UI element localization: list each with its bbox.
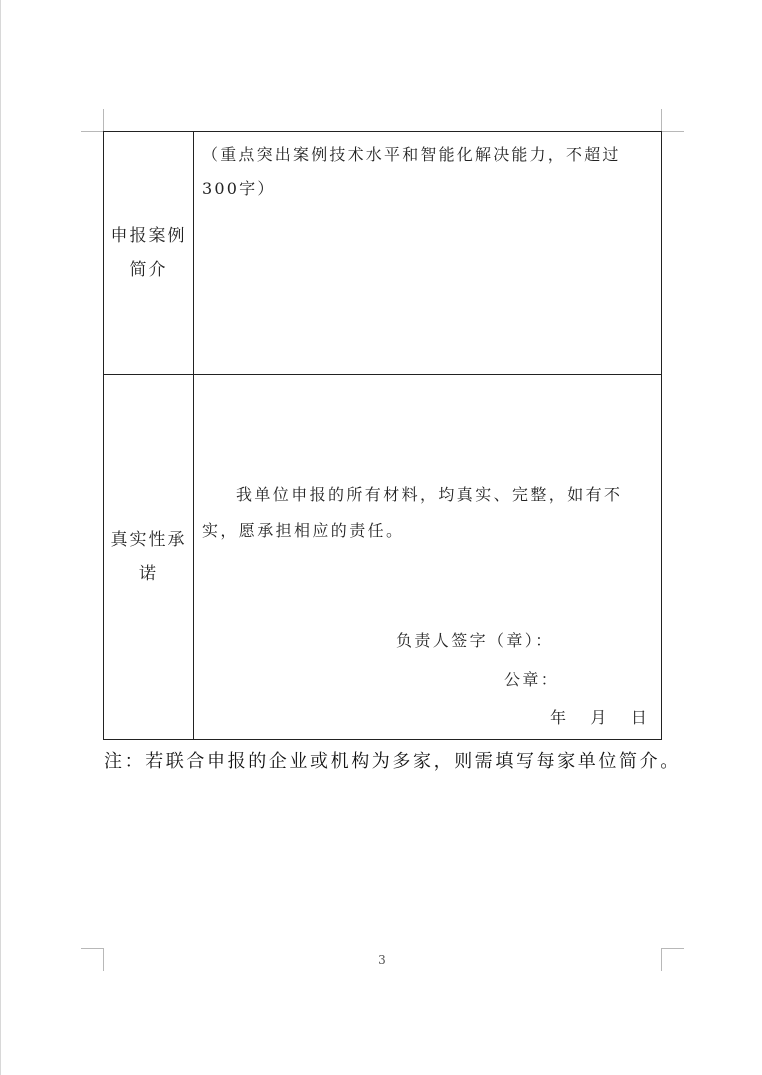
footnote: 注：若联合申报的企业或机构为多家，则需填写每家单位简介。 bbox=[104, 751, 681, 772]
authenticity-commitment-row bbox=[104, 375, 661, 739]
crop-mark-top-right bbox=[661, 109, 684, 132]
application-form-table bbox=[103, 131, 662, 740]
date-line bbox=[550, 705, 649, 728]
case-summary-hint: （重点突出案例技术水平和智能化解决能力，不超过300字） bbox=[202, 145, 621, 198]
crop-mark-top-left bbox=[81, 109, 104, 132]
crop-mark-bottom-left bbox=[81, 948, 104, 971]
case-summary-label-cell bbox=[104, 132, 194, 374]
responsible-person-signature-label: 负责人签字（章）： bbox=[396, 631, 554, 650]
date-day-label: 日 bbox=[630, 708, 650, 727]
authenticity-label-cell bbox=[104, 375, 194, 739]
authenticity-content-cell bbox=[194, 375, 661, 739]
date-year-label: 年 bbox=[550, 708, 569, 727]
crop-mark-bottom-right bbox=[661, 948, 684, 971]
authenticity-label: 真实性承诺 bbox=[110, 530, 187, 584]
case-summary-label: 申报案例简介 bbox=[110, 226, 187, 280]
authenticity-statement: 我单位申报的所有材料，均真实、完整，如有不实，愿承担相应的责任。 bbox=[202, 485, 623, 540]
case-summary-content-cell[interactable] bbox=[194, 132, 661, 374]
case-summary-row bbox=[104, 132, 661, 375]
official-seal-label: 公章： bbox=[504, 670, 560, 689]
page-number: 3 bbox=[378, 953, 386, 967]
date-month-label: 月 bbox=[590, 708, 609, 727]
